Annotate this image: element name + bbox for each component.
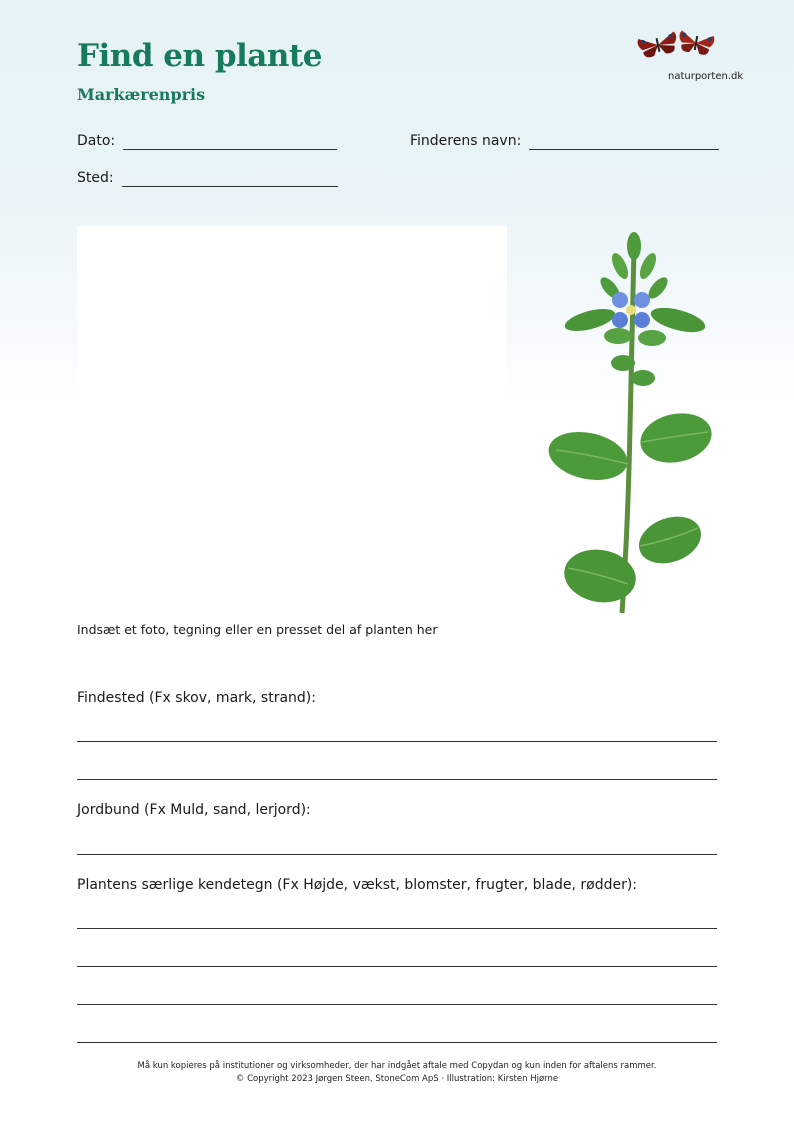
answer-line[interactable] [77,854,717,855]
question-label-jordbund: Jordbund (Fx Muld, sand, lerjord): [77,802,311,818]
plant-illustration [548,228,718,623]
finder-name-field[interactable] [410,132,719,150]
photo-caption: Indsæt et foto, tegning eller en presset del af planten her [77,622,438,637]
finder-name-input-line[interactable] [529,134,719,150]
answer-line[interactable] [77,1004,717,1005]
place-label: Sted: [77,170,114,186]
footer [0,1060,794,1086]
question-label-findested: Findested (Fx skov, mark, strand): [77,690,316,706]
answer-line[interactable] [77,966,717,967]
answer-line[interactable] [77,741,717,742]
place-input-line[interactable] [122,171,338,187]
footer-copyright: © Copyright 2023 Jørgen Steen, StoneCom ApS · Illustration: Kirsten Hjørne [235,1074,559,1084]
plant-name: Markærenpris [77,85,206,104]
butterflies-icon [636,27,718,61]
page-title: Find en plante [77,38,322,74]
footer-license: Må kun kopieres på institutioner og virksomheder, der har indgået aftale med Copydan og kun inden for aftalens rammer. [137,1061,657,1071]
logo-text: naturporten.dk [668,71,744,82]
date-label: Dato: [77,133,116,149]
place-field[interactable] [77,169,338,187]
date-input-line[interactable] [123,134,337,150]
answer-line[interactable] [77,1042,717,1043]
question-label-kendetegn: Plantens særlige kendetegn (Fx Højde, vækst, blomster, frugter, blade, rødder): [77,877,638,893]
finder-name-label: Finderens navn: [410,133,522,149]
photo-drop-area[interactable] [77,226,507,606]
answer-line[interactable] [77,779,717,780]
date-field[interactable] [77,132,337,150]
answer-line[interactable] [77,928,717,929]
